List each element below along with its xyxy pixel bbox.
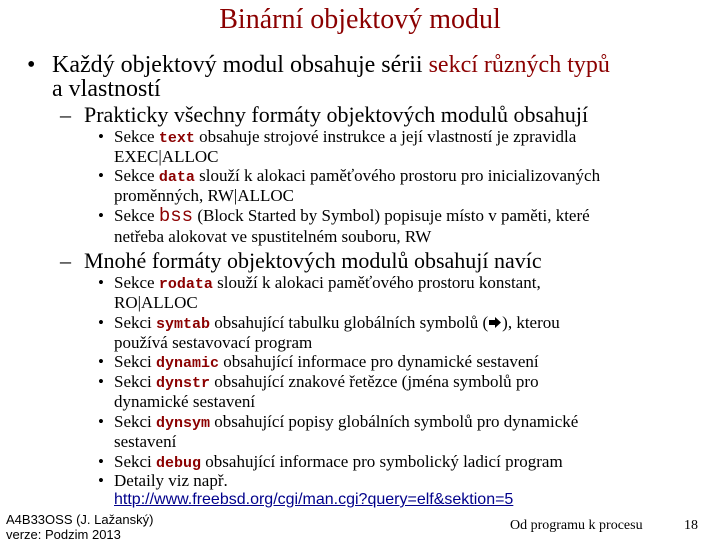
sub-2-heading: Mnohé formáty objektových modulů obsahují navíc <box>84 248 542 273</box>
keyword-data: data <box>158 169 195 186</box>
item-rodata-marker: • <box>98 273 104 292</box>
item-dynstr-line1: Sekci dynstr obsahující znakové řetězce (jména symbolů pro <box>114 372 539 392</box>
keyword-symtab: symtab <box>156 316 211 333</box>
bullet-1-highlight: sekcí různých typů <box>428 52 610 78</box>
bullet-1-line1 <box>52 53 610 77</box>
arrow-right-icon <box>488 314 502 333</box>
item-symtab-marker: • <box>98 313 104 332</box>
item-symtab-line1: Sekci symtab obsahující tabulku globálních symbolů ( ), kterou <box>114 313 560 333</box>
item-dynstr-marker: • <box>98 372 104 391</box>
bullet-1-text: Každý objektový modul obsahuje sérii <box>52 52 429 78</box>
page-number: 18 <box>684 518 698 533</box>
item-dynsym-marker: • <box>98 412 104 431</box>
item-symtab-line2: používá sestavovací program <box>114 333 313 352</box>
bullet-1-line2: a vlastností <box>52 76 161 102</box>
item-text-marker: • <box>98 127 104 146</box>
sub-2-marker: – <box>60 248 71 273</box>
keyword-dynamic: dynamic <box>156 355 220 372</box>
item-dynamic-line1: Sekci dynamic obsahující informace pro dynamické sestavení <box>114 352 539 372</box>
keyword-bss: bss <box>158 205 194 227</box>
item-data-line2: proměnných, RW|ALLOC <box>114 186 294 205</box>
sub-1-marker: – <box>60 102 71 127</box>
keyword-debug: debug <box>156 455 202 472</box>
bullet-1-marker: • <box>27 52 36 78</box>
item-dynamic-marker: • <box>98 352 104 371</box>
slide-title: Binární objektový modul <box>219 4 501 35</box>
keyword-dynstr: dynstr <box>156 375 211 392</box>
keyword-rodata: rodata <box>158 276 213 293</box>
item-rodata-line1: Sekce rodata slouží k alokaci paměťového prostoru konstant, <box>114 273 541 293</box>
item-bss-line1: Sekce bss (Block Started by Symbol) popisuje místo v paměti, které <box>114 205 590 227</box>
item-rodata-line2: RO|ALLOC <box>114 293 198 312</box>
item-text-line1: Sekce text obsahuje strojové instrukce a její vlastností je zpravidla <box>114 127 577 147</box>
item-dynsym-line1: Sekci dynsym obsahující popisy globálních symbolů pro dynamické <box>114 412 579 432</box>
footer-topic: Od programu k procesu <box>510 518 643 533</box>
item-dynstr-line2: dynamické sestavení <box>114 392 256 411</box>
item-debug-line1: Sekci debug obsahující informace pro symbolický ladicí program <box>114 452 563 472</box>
item-debug-marker: • <box>98 452 104 471</box>
item-bss-line2: netřeba alokovat ve spustitelném souboru, RW <box>114 227 432 246</box>
footer-course-line2: verze: Podzim 2013 <box>6 527 121 542</box>
item-details-marker: • <box>98 471 104 490</box>
elf-man-page-link[interactable]: http://www.freebsd.org/cgi/man.cgi?query=elf&sektion=5 <box>114 491 514 508</box>
item-dynsym-line2: sestavení <box>114 432 177 451</box>
keyword-dynsym: dynsym <box>156 415 211 432</box>
item-data-line1: Sekce data slouží k alokaci paměťového prostoru pro inicializovaných <box>114 166 601 186</box>
footer-course <box>6 512 153 542</box>
sub-1-heading: Prakticky všechny formáty objektových modulů obsahují <box>84 102 589 127</box>
item-text-line2: EXEC|ALLOC <box>114 147 219 166</box>
footer-course-line1: A4B33OSS (J. Lažanský) <box>6 512 154 527</box>
item-data-marker: • <box>98 166 104 185</box>
keyword-text: text <box>158 130 195 147</box>
item-bss-marker: • <box>98 206 104 225</box>
item-details-line1: Detaily viz např. <box>114 471 228 490</box>
